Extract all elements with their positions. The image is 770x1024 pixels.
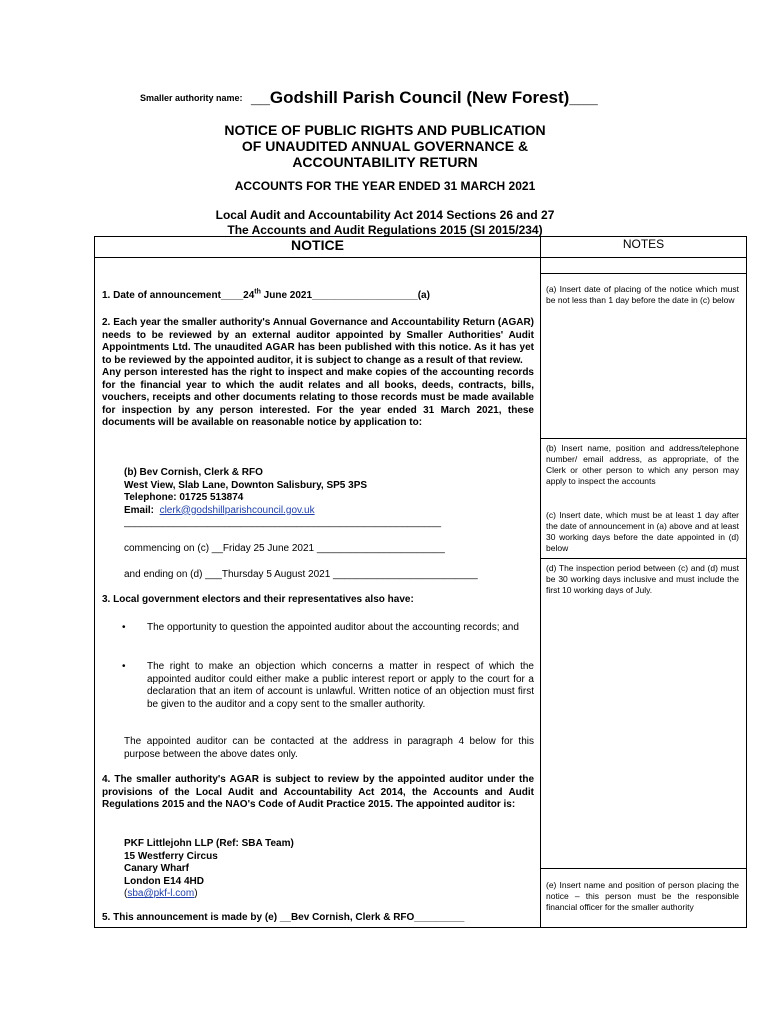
section-1-date: 1. Date of announcement____24th June 2021___________________(a) xyxy=(102,288,430,301)
notes-divider xyxy=(541,273,746,274)
accounts-year-heading: ACCOUNTS FOR THE YEAR ENDED 31 MARCH 2021 xyxy=(234,179,536,193)
commencing-date: commencing on (c) __Friday 25 June 2021 _______________________ xyxy=(124,543,445,554)
section-5-announcement: 5. This announcement is made by (e) __Bev Cornish, Clerk & RFO_________ xyxy=(102,912,465,923)
notice-body xyxy=(95,258,541,928)
auditor-email-link[interactable]: sba@pkf-l.com xyxy=(127,888,195,899)
section-2-paragraph: 2. Each year the smaller authority's Annual Governance and Accountability Return (AGAR) needs to be reviewed by an external auditor appointed by Smaller Authorities' Audit Appointments Ltd. The unaudited AGAR has been published with this notice. As it has yet to be reviewed by the appointed auditor, it is subject to change as a result of that review. Any person interested has the right to inspect and make copies of the accounting records for the financial year to which the audit relates and all books, deeds, contracts, bills, vouchers, receipts and other documents relating to those records must be made available for inspection by any person interested. For the year ended 31 March 2021, these documents will be available on reasonable notice by application to: xyxy=(102,317,534,428)
contact-rule: _________________________________________________________ xyxy=(124,517,442,528)
act-heading xyxy=(0,208,770,238)
authority-name-value: __Godshill Parish Council (New Forest)___ xyxy=(250,88,598,107)
section-3-bullet-1: The opportunity to question the appointed auditor about the accounting records; and xyxy=(147,622,519,633)
section-3-heading: 3. Local government electors and their representatives also have: xyxy=(102,594,414,605)
contact-email-line: Email: clerk@godshillparishcouncil.gov.uk xyxy=(124,504,315,516)
auditor-address: PKF Littlejohn LLP (Ref: SBA Team) 15 Westferry Circus Canary Wharf London E14 4HD (sba@pkf-l.com) xyxy=(124,838,294,899)
notes-column xyxy=(541,258,747,928)
notes-header: NOTES xyxy=(541,237,747,258)
notes-divider xyxy=(541,868,746,869)
ending-date: and ending on (d) ___Thursday 5 August 2021 __________________________ xyxy=(124,569,478,580)
contact-name: (b) Bev Cornish, Clerk & RFO xyxy=(124,467,263,478)
bullet-dot-2: • xyxy=(122,661,126,672)
act-line1: Local Audit and Accountability Act 2014 Sections 26 and 27 xyxy=(215,208,555,222)
bullet-dot-1: • xyxy=(122,622,126,633)
section-4-paragraph: 4. The smaller authority's AGAR is subject to review by the appointed auditor under the provisions of the Local Audit and Accountability Act 2014, the Accounts and Audit Regulations 2015 and the NAO's Code of Audit Practice 2015. The appointed auditor is: xyxy=(102,774,534,810)
note-b: (b) Insert name, position and address/telephone number/ email address, as appropriate, of the Clerk or other person to which any person may apply to inspect the accounts xyxy=(546,443,739,486)
authority-name-line xyxy=(140,88,598,108)
section-3-bullet-2: The right to make an objection which concerns a matter in respect of which the appointed auditor could either make a public interest report or apply to the court for a declaration that an item of account is unlawful. Written notice of an objection must first be given to the auditor and a copy sent to the smaller authority. xyxy=(147,661,534,710)
contact-address: West View, Slab Lane, Downton Salisbury, SP5 3PS xyxy=(124,479,368,491)
notice-title-line1: NOTICE OF PUBLIC RIGHTS AND PUBLICATION xyxy=(224,122,546,138)
act-line2: The Accounts and Audit Regulations 2015 (SI 2015/234) xyxy=(227,223,543,237)
note-e: (e) Insert name and position of person placing the notice – this person must be the responsible financial officer for the smaller authority xyxy=(546,880,739,912)
note-c: (c) Insert date, which must be at least 1 day after the date of announcement in (a) above and at least 30 working days before the date appointed in (d) below xyxy=(546,510,739,553)
contact-block xyxy=(124,467,534,530)
notice-title-line2: OF UNAUDITED ANNUAL GOVERNANCE & xyxy=(241,138,529,154)
note-a: (a) Insert date of placing of the notice which must be not less than 1 day before the date in (c) below xyxy=(546,284,739,305)
notice-title xyxy=(0,122,770,170)
contact-email-link[interactable]: clerk@godshillparishcouncil.gov.uk xyxy=(159,504,315,516)
authority-name-label: Smaller authority name: xyxy=(140,93,243,103)
note-d: (d) The inspection period between (c) and (d) must be 30 working days inclusive and must include the first 10 working days of July. xyxy=(546,563,739,595)
notice-title-line3: ACCOUNTABILITY RETURN xyxy=(292,154,478,170)
section-3-after: The appointed auditor can be contacted at the address in paragraph 4 below for this purpose between the above dates only. xyxy=(124,736,534,760)
notice-header: NOTICE xyxy=(95,237,541,258)
notes-divider xyxy=(541,558,746,559)
notes-divider xyxy=(541,438,746,439)
notice-table xyxy=(94,236,747,928)
contact-telephone: Telephone: 01725 513874 xyxy=(124,492,244,503)
